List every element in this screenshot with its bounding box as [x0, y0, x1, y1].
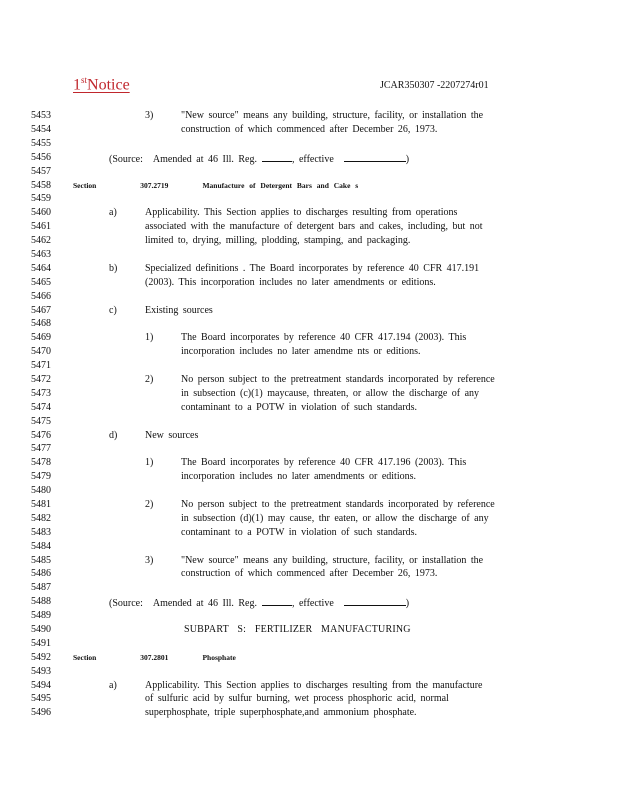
line-number: 5458 — [31, 180, 51, 191]
line-number: 5477 — [31, 443, 51, 454]
paragraph-line: No person subject to the pretreatment standards incorporated by reference — [181, 374, 495, 385]
line-number: 5463 — [31, 249, 51, 260]
line-number: 5457 — [31, 166, 51, 177]
source-effective: , effective — [291, 598, 334, 609]
source-note — [109, 152, 409, 165]
line-number: 5461 — [31, 221, 51, 232]
line-number: 5486 — [31, 568, 51, 579]
section-title: Phosphate — [202, 653, 236, 662]
source-amended: Amended at 46 Ill. Reg. — [152, 598, 257, 609]
subpart-heading: SUBPART S: FERTILIZER MANUFACTURING — [184, 624, 411, 635]
line-number: 5481 — [31, 499, 51, 510]
paragraph-line: The Board incorporates by reference 40 CFR 417.194 (2003). This — [181, 332, 467, 343]
line-number: 5465 — [31, 277, 51, 288]
paragraph-line: associated with the manufacture of detergent bars and cakes, including, but not — [145, 221, 483, 232]
paragraph-line: (2003). This incorporation includes no later amendments or editions. — [145, 277, 436, 288]
line-number: 5488 — [31, 596, 51, 607]
line-number: 5487 — [31, 582, 51, 593]
paragraph-line: No person subject to the pretreatment standards incorporated by reference — [181, 499, 495, 510]
line-number: 5480 — [31, 485, 51, 496]
line-number: 5469 — [31, 332, 51, 343]
line-number: 5492 — [31, 652, 51, 663]
line-number: 5491 — [31, 638, 51, 649]
paragraph-line: contaminant to a POTW in violation of such standards. — [181, 527, 418, 538]
paragraph-line: of sulfuric acid by sulfur burning, wet process phosphoric acid, normal — [145, 693, 449, 704]
line-number: 5455 — [31, 138, 51, 149]
line-number: 5467 — [31, 305, 51, 316]
item-label: b) — [109, 263, 118, 274]
paragraph-line: "New source" means any building, structure, facility, or installation the — [181, 110, 484, 121]
header-notice — [73, 75, 130, 94]
item-label: a) — [109, 680, 117, 691]
line-number: 5454 — [31, 124, 51, 135]
section-heading — [73, 180, 358, 191]
section-heading — [73, 652, 236, 663]
section-title: Manufacture of Detergent Bars and Cake s — [202, 181, 359, 190]
line-number: 5496 — [31, 707, 51, 718]
line-number: 5470 — [31, 346, 51, 357]
paragraph-line: contaminant to a POTW in violation of such standards. — [181, 402, 418, 413]
paragraph-line: in subsection (d)(1) may cause, thr eaten, or allow the discharge of any — [181, 513, 489, 524]
source-prefix: (Source: — [109, 154, 143, 165]
line-number: 5476 — [31, 430, 51, 441]
line-number: 5464 — [31, 263, 51, 274]
paragraph-line: Applicability. This Section applies to discharges resulting from the manufacture — [145, 680, 483, 691]
item-label: d) — [109, 430, 118, 441]
effective-blank — [344, 152, 406, 162]
paragraph-line: limited to, drying, milling, plodding, stamping, and packaging. — [145, 235, 411, 246]
line-number: 5493 — [31, 666, 51, 677]
line-number: 5484 — [31, 541, 51, 552]
reg-blank — [262, 596, 292, 606]
source-note — [109, 596, 409, 609]
effective-blank — [344, 596, 406, 606]
line-number: 5453 — [31, 110, 51, 121]
section-number: 307.2801 — [140, 653, 169, 662]
paragraph-line: "New source" means any building, structure, facility, or installation the — [181, 555, 484, 566]
paragraph-line: Specialized definitions . The Board incorporates by reference 40 CFR 417.191 — [145, 263, 480, 274]
section-number: 307.2719 — [140, 181, 169, 190]
paragraph-line: in subsection (c)(1) maycause, threaten, or allow the discharge of any — [181, 388, 480, 399]
paragraph-line: incorporation includes no later amendments or editions. — [181, 471, 416, 482]
notice-number: 1 — [73, 76, 81, 94]
paragraph-line: construction of which commenced after December 26, 1973. — [181, 568, 438, 579]
notice-word: Notice — [87, 76, 130, 94]
item-label: 3) — [145, 110, 154, 121]
line-number: 5460 — [31, 207, 51, 218]
line-number: 5489 — [31, 610, 51, 621]
line-number: 5466 — [31, 291, 51, 302]
line-number: 5468 — [31, 318, 51, 329]
line-number: 5483 — [31, 527, 51, 538]
item-label: 2) — [145, 499, 154, 510]
item-label: 2) — [145, 374, 154, 385]
notice-superscript: st — [81, 75, 88, 85]
section-word: Section — [73, 653, 97, 662]
line-number: 5479 — [31, 471, 51, 482]
line-number: 5494 — [31, 680, 51, 691]
line-number: 5462 — [31, 235, 51, 246]
line-number: 5482 — [31, 513, 51, 524]
source-effective: , effective — [291, 154, 334, 165]
line-number: 5473 — [31, 388, 51, 399]
item-label: 3) — [145, 555, 154, 566]
item-label: 1) — [145, 332, 154, 343]
item-label: a) — [109, 207, 117, 218]
line-number: 5475 — [31, 416, 51, 427]
line-number: 5459 — [31, 193, 51, 204]
paragraph-line: incorporation includes no later amendme nts or editions. — [181, 346, 421, 357]
source-close: ) — [405, 598, 410, 609]
reg-blank — [262, 152, 292, 162]
section-word: Section — [73, 181, 97, 190]
paragraph-line: Existing sources — [145, 305, 213, 316]
line-number: 5471 — [31, 360, 51, 371]
line-number: 5478 — [31, 457, 51, 468]
paragraph-line: The Board incorporates by reference 40 CFR 417.196 (2003). This — [181, 457, 467, 468]
line-number: 5495 — [31, 693, 51, 704]
document-code: JCAR350307 -2207274r01 — [380, 80, 489, 91]
paragraph-line: Applicability. This Section applies to discharges resulting from operations — [145, 207, 458, 218]
source-amended: Amended at 46 Ill. Reg. — [152, 154, 257, 165]
source-prefix: (Source: — [109, 598, 143, 609]
line-number: 5474 — [31, 402, 51, 413]
line-number: 5456 — [31, 152, 51, 163]
line-number: 5485 — [31, 555, 51, 566]
paragraph-line: New sources — [145, 430, 199, 441]
source-close: ) — [405, 154, 410, 165]
line-number: 5490 — [31, 624, 51, 635]
line-number: 5472 — [31, 374, 51, 385]
paragraph-line: superphosphate, triple superphosphate,and ammonium phosphate. — [145, 707, 417, 718]
item-label: 1) — [145, 457, 154, 468]
item-label: c) — [109, 305, 117, 316]
paragraph-line: construction of which commenced after December 26, 1973. — [181, 124, 438, 135]
